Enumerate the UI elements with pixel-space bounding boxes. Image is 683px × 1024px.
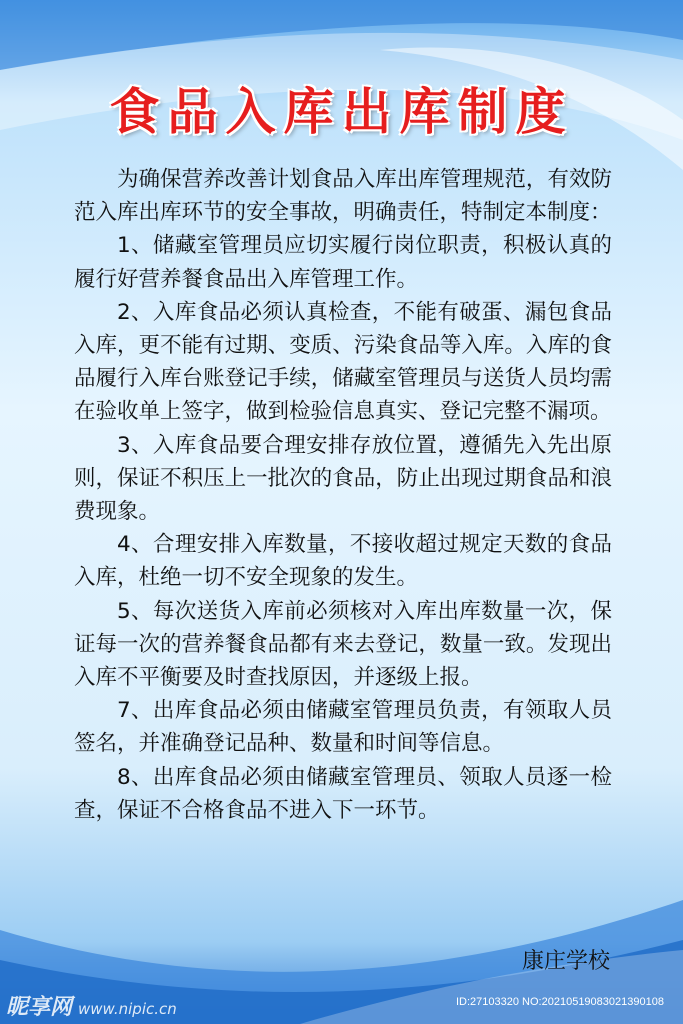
rule-paragraph-4: 4、合理安排入库数量，不接收超过规定天数的食品入库，杜绝一切不安全现象的发生。 — [74, 532, 612, 591]
watermark-brand-name: 昵享网 — [6, 995, 73, 1020]
page-title: 食品入库出库制度 — [109, 83, 574, 141]
school-signature: 康庄学校 — [522, 949, 611, 974]
watermark-id: ID:27103320 NO:20210519083021390108 — [456, 996, 664, 1008]
rule-paragraph-8: 8、出库食品必须由储藏室管理员、领取人员逐一检查，保证不合格食品不进入下一环节。 — [74, 764, 612, 823]
document-body — [74, 163, 612, 827]
intro-paragraph: 为确保营养改善计划食品入库出库管理规范，有效防范入库出库环节的安全事故，明确责任，特制定本制度： — [74, 167, 612, 226]
rule-paragraph-1: 1、储藏室管理员应切实履行岗位职责，积极认真的履行好营养餐食品出入库管理工作。 — [74, 233, 612, 292]
watermark-url: www.nipic.cn — [78, 1000, 177, 1018]
rule-paragraph-2: 2、入库食品必须认真检查，不能有破蛋、漏包食品入库，更不能有过期、变质、污染食品等入库。入库的食品履行入库台账登记手续，储藏室管理员与送货人员均需在验收单上签字，做到检验信息真实、登记完整不漏项。 — [74, 299, 612, 425]
watermark-brand — [6, 990, 177, 1021]
rule-paragraph-5: 5、每次送货入库前必须核对入库出库数量一次，保证每一次的营养餐食品都有来去登记，数量一致。发现出入库不平衡要及时查找原因，并逐级上报。 — [74, 598, 612, 691]
rule-paragraph-3: 3、入库食品要合理安排存放位置，遵循先入先出原则，保证不积压上一批次的食品，防止出现过期食品和浪费现象。 — [74, 432, 612, 525]
rule-paragraph-7: 7、出库食品必须由储藏室管理员负责，有领取人员签名，并准确登记品种、数量和时间等信息。 — [74, 698, 612, 757]
